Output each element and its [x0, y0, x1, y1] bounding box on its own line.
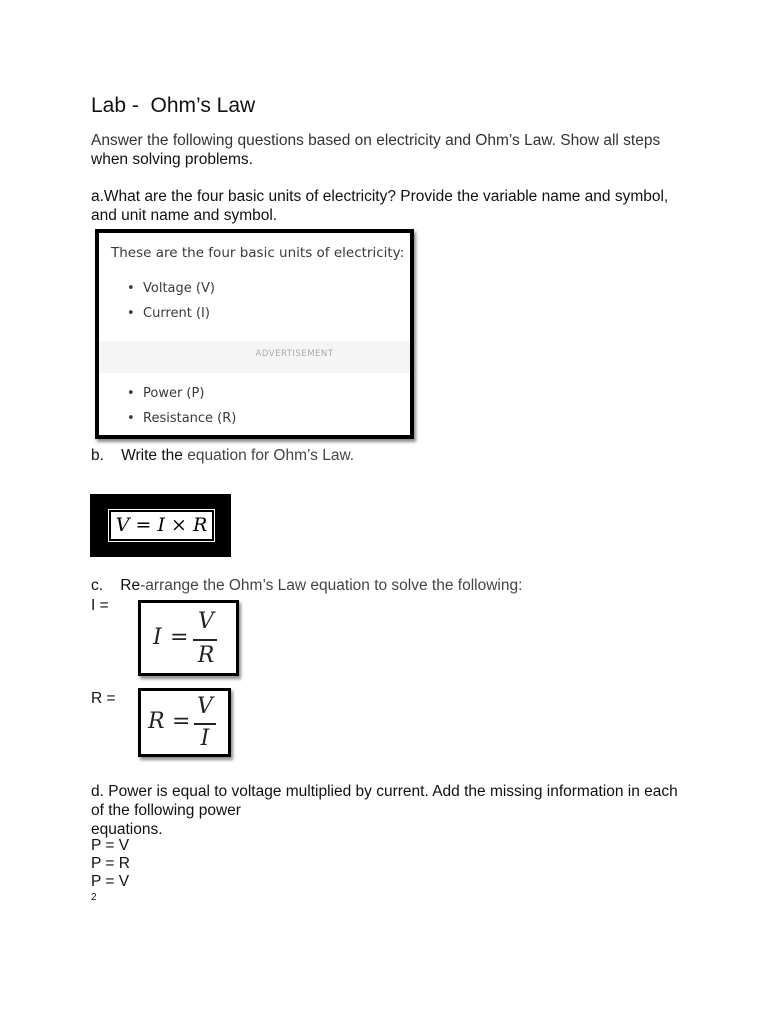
- question-b-text: equation for Ohm’s Law.: [182, 447, 355, 464]
- power-line: P = V: [91, 873, 130, 890]
- formula-i-numerator: V: [198, 609, 214, 634]
- question-b: [91, 447, 354, 465]
- advertisement-band: [99, 341, 410, 373]
- units-list-bottom: [127, 386, 236, 436]
- answer-a-screenshot: [95, 229, 414, 439]
- question-b-bold: Write the: [121, 447, 183, 464]
- formula-r-numerator: V: [197, 694, 213, 719]
- formula-r-equals: =: [172, 709, 191, 734]
- advertisement-label: ADVERTISEMENT: [255, 349, 334, 359]
- page-title: Lab - Ohm’s Law: [91, 94, 256, 117]
- question-d-text-2: equations.: [91, 821, 163, 838]
- formula-i-lhs: I: [153, 625, 162, 650]
- intro-line-1: Answer the following questions based on electricity and Ohm’s Law. Show all steps: [91, 132, 661, 149]
- question-d-label: d.: [91, 783, 104, 800]
- question-c-bold: Re: [120, 577, 141, 594]
- solve-r-label: R =: [91, 690, 116, 707]
- formula-r-box: [138, 688, 231, 757]
- ohms-law-equation: V = I × R: [109, 510, 214, 541]
- question-c: [91, 577, 522, 595]
- question-a: a.What are the four basic units of electricity? Provide the variable name and symbol, and unit name and symbol.: [91, 188, 669, 224]
- question-c-label: c.: [91, 577, 104, 594]
- fraction-bar: [193, 639, 217, 641]
- formula-i-denominator: R: [197, 643, 215, 668]
- fraction-bar: [194, 723, 216, 725]
- answer-a-heading: These are the four basic units of electricity:: [111, 245, 405, 261]
- question-d-text: Power is equal to voltage multiplied by current. Add the missing information in each of the following power: [91, 783, 678, 819]
- formula-r-lhs: R: [148, 709, 165, 734]
- formula-i-box: [138, 600, 239, 676]
- list-item: • Power (P): [127, 386, 236, 411]
- page-number: 2: [91, 892, 97, 903]
- list-item: • Resistance (R): [127, 411, 236, 436]
- formula-r-denominator: I: [200, 726, 210, 751]
- power-equations: [91, 837, 130, 891]
- units-list-top: [127, 281, 215, 331]
- list-item: • Voltage (V): [127, 281, 215, 306]
- list-item: • Current (I): [127, 306, 215, 331]
- question-d: [91, 782, 691, 839]
- intro-paragraph: [91, 131, 691, 169]
- power-line: P = V: [91, 837, 130, 854]
- ohms-law-equation-box: [90, 494, 231, 557]
- power-line: P = R: [91, 855, 130, 872]
- question-b-label: b.: [91, 447, 104, 464]
- formula-i-equals: =: [170, 625, 189, 650]
- intro-line-2: when solving problems.: [91, 151, 253, 168]
- solve-i-label: I =: [91, 597, 109, 614]
- question-c-text: -arrange the Ohm’s Law equation to solve the following:: [140, 577, 523, 594]
